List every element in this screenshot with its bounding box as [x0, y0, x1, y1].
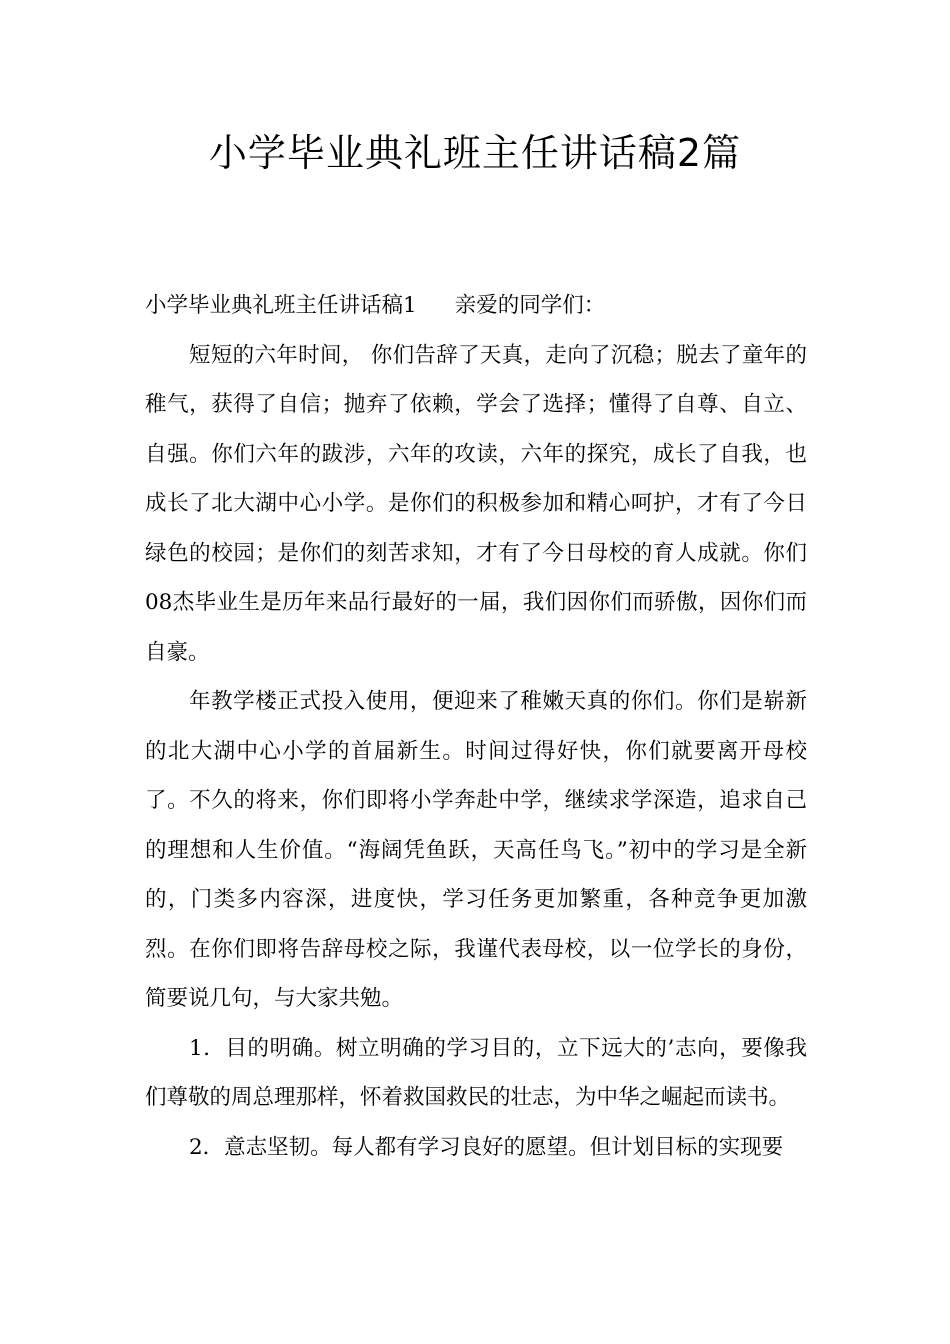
- paragraph-2: 年教学楼正式投入使用，便迎来了稚嫩天真的你们。你们是崭新的北大湖中心小学的首届新生。时间过得好快，你们就要离开母校了。不久的将来，你们即将小学奔赴中学，继续求学深造，追求自己的理想和人生价值。“海阔凭鱼跃，天高任鸟飞。”初中的学习是全新的，门类多内容深，进度快，学习任务更加繁重，各种竞争更加激烈。在你们即将告辞母校之际，我谨代表母校，以一位学长的身份，简要说几句，与大家共勉。: [145, 689, 807, 1011]
- intro-line: [145, 281, 807, 331]
- paragraph-4: 2．意志坚韧。每人都有学习良好的愿望。但计划目标的实现要: [189, 1134, 784, 1160]
- document-title: 小学毕业典礼班主任讲话稿2篇: [208, 131, 742, 175]
- document-body: [145, 281, 807, 1172]
- paragraph-1: 短短的六年时间， 你们告辞了天真，走向了沉稳；脱去了童年的稚气，获得了自信；抛弃了依赖，学会了选择；懂得了自尊、自立、自强。你们六年的跋涉，六年的攻读，六年的探究，成长了自我，也成长了北大湖中心小学。是你们的积极参加和精心呵护，才有了今日绿色的校园；是你们的刻苦求知，才有了今日母校的育人成就。你们08杰毕业生是历年来品行最好的一届，我们因你们而骄傲，因你们而自豪。: [145, 342, 807, 665]
- greeting: 亲爱的同学们：: [454, 293, 606, 318]
- speech-heading: 小学毕业典礼班主任讲话稿1: [145, 293, 417, 318]
- paragraph-3: 1．目的明确。树立明确的学习目的，立下远大的’志向，要像我们尊敬的周总理那样，怀着救国救民的壮志，为中华之崛起而读书。: [145, 1035, 807, 1110]
